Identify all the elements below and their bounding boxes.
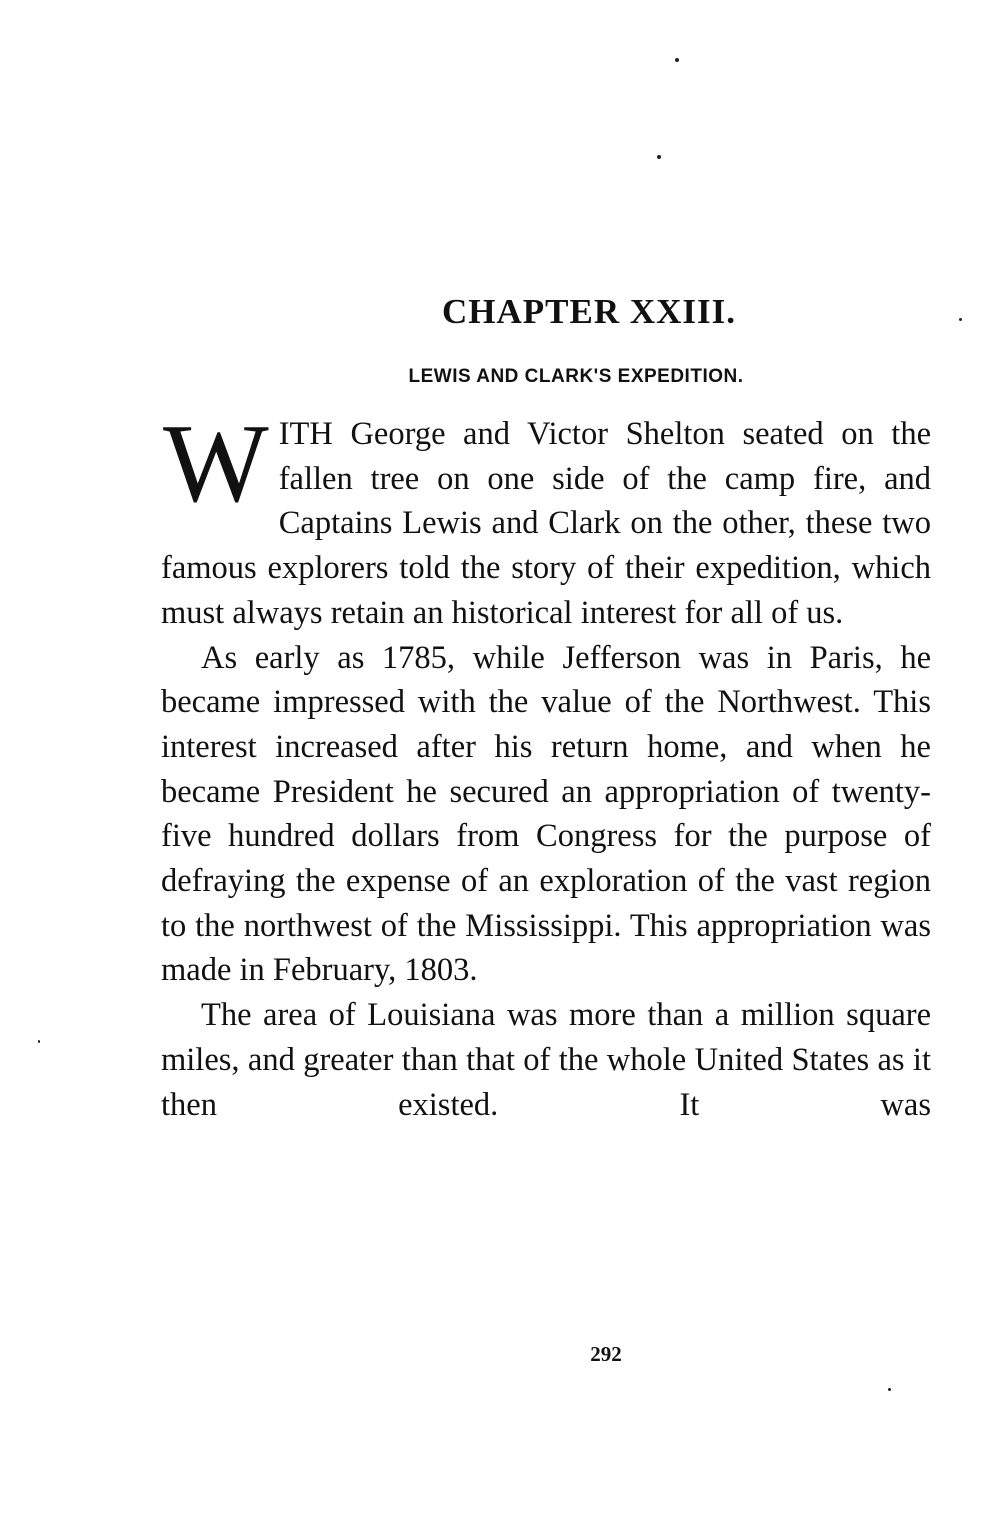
scan-speck — [38, 1040, 40, 1043]
scan-speck — [959, 318, 962, 321]
book-page — [161, 290, 931, 1366]
paragraph-2: As early as 1785, while Jefferson was in Paris, he became impressed with the value of the Northwest. This interest increased after his return home, and when he became President he secured an appropriation of twenty-five hundred dollars from Congress for the purpose of defraying the expense of an exploration of the vast region to the northwest of the Mississippi. This appropriation was made in February, 1803. — [161, 639, 931, 989]
paragraph-3: The area of Louisiana was more than a million square miles, and greater than that of the whole United States as it then existed. It was — [161, 997, 931, 1123]
chapter-subtitle: LEWIS AND CLARK'S EXPEDITION. — [408, 366, 744, 387]
scan-speck — [657, 155, 661, 159]
chapter-heading: CHAPTER XXIII. — [441, 292, 737, 331]
drop-cap-letter: W — [163, 402, 269, 526]
paragraph-1-text: George and Victor Shelton seated on the fallen tree on one side of the camp fire, and Captains Lewis and Clark on the other, these two famous explorers told the story of their expedition, which must always retain an historical interest for all of us. — [161, 416, 931, 631]
page-number: 292 — [590, 1342, 622, 1366]
first-word-rest: ITH — [278, 416, 333, 452]
scan-speck — [888, 1388, 891, 1391]
scan-speck — [675, 58, 679, 62]
paragraph-1 — [161, 402, 931, 636]
